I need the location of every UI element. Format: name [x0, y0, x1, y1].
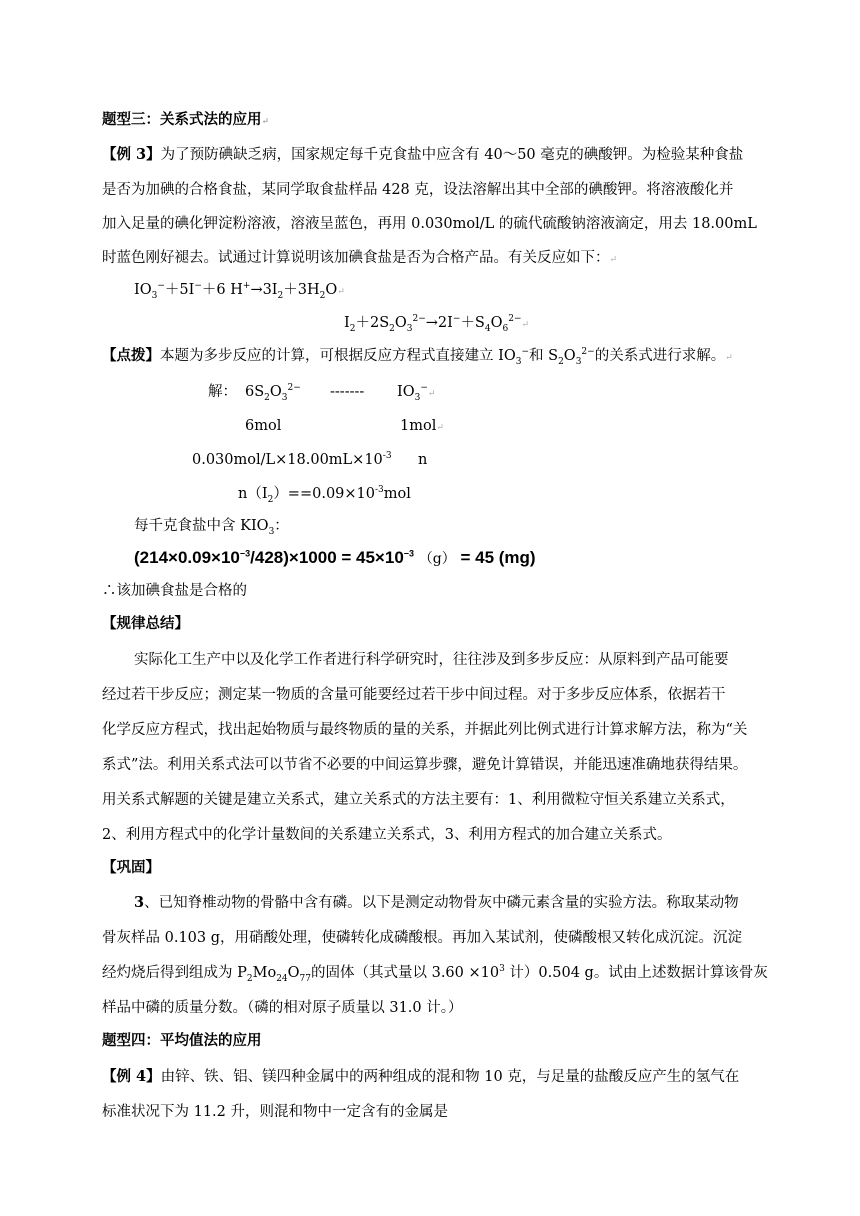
solution-label: 解： [208, 384, 237, 400]
summary-line: 实际化工生产中以及化学工作者进行科学研究时，往往涉及到多步反应：从原料到产品可能要 [134, 652, 729, 668]
section-title-3: 题型三：关系式法的应用↵ [102, 111, 270, 128]
summary-line: 用关系式解题的关键是建立关系式，建立关系式的方法主要有：1、利用微粒守恒关系建立关系式， [102, 792, 735, 808]
solution-multiply: $0.030mol/L\times 18.00mL\times 10^{-3}$ [192, 451, 392, 468]
consolidate-line-3: 经灼烧后得到组成为 $P_2Mo_{24}O_{77}$的固体（其式量以 $3.60 \times 10^3$ 计）0.504 g。试由上述数据计算该骨灰 [102, 964, 768, 984]
summary-line: 化学反应方程式，找出起始物质与最终物质的量的关系，并据此列比例式进行计算求解方法，称为“关 [102, 722, 748, 738]
per-kg-text: 每千克食盐中含 $KIO_3$： [134, 518, 289, 537]
solution-1mol: 1mol↵ [400, 418, 444, 434]
solution-result: $n(I_2)==0.09\times 10^{-3}mol$ [238, 485, 411, 505]
example-3-line-1: 【例 3】为了预防碘缺乏病，国家规定每千克食盐中应含有 40～50 毫克的碘酸钾。为检验某种食盐 [102, 146, 744, 163]
equation-2: $I_2+2S_2O_3^{2-}\to 2I^-+S_4O_6^{2-}↵$ [344, 314, 530, 334]
section-title-4: 题型四：平均值法的应用 [102, 1032, 262, 1049]
example-3-line-2: 是否为加碘的合格食盐，某同学取食盐样品 428 克，设法溶解出其中全部的碘酸钾。将溶液酸化并 [102, 182, 734, 198]
summary-line: 2、利用方程式中的化学计量数间的关系建立关系式，3、利用方程式的加合建立关系式。 [102, 827, 672, 843]
consolidate-line-2: 骨灰样品 0.103 g，用硝酸处理，使磷转化成磷酸根。再加入某试剂，使磷酸根又转化成沉淀。沉淀 [102, 930, 743, 946]
solution-6mol: 6mol [245, 418, 282, 434]
equation-1: $IO_3^-+5I^-+6$ $H^+\to 3I_2+3H_2O↵$ [134, 281, 345, 301]
example-4-line-2: 标准状况下为 11.2 升，则混和物中一定含有的金属是 [102, 1104, 449, 1120]
solution-n: n [418, 452, 428, 468]
consolidate-line-4: 样品中磷的质量分数。（磷的相对原子质量以 31.0 计。） [102, 1000, 463, 1016]
solution-s2o3: $6S_2O_3^{2-}$ [245, 383, 301, 403]
summary-line: 系式”法。利用关系式法可以节省不必要的中间运算步骤，避免计算错误，并能迅速准确地获得结果。 [102, 757, 748, 773]
consolidate-line-1: 3、已知脊椎动物的骨骼中含有磷。以下是测定动物骨灰中磷元素含量的实验方法。称取某动物 [134, 894, 739, 911]
example-3-line-3: 加入足量的碘化钾淀粉溶液，溶液呈蓝色，再用 0.030mol/L 的硫代硫酸钠溶液滴定，用去 18.00mL [102, 216, 757, 232]
summary-line: 经过若干步反应；测定某一物质的含量可能要经过若干步中间过程。对于多步反应体系，依据若干 [102, 687, 726, 703]
solution-io3: $IO_3^-↵$ [397, 383, 436, 403]
conclusion: ∴该加碘食盐是合格的 [102, 583, 247, 599]
solution-dash: ------- [330, 384, 365, 400]
example-3-line-4: 时蓝色刚好褪去。试通过计算说明该加碘食盐是否为合格产品。有关反应如下：↵ [102, 250, 618, 266]
consolidate-label: 【巩固】 [102, 859, 160, 876]
tip-line: 【点拨】本题为多步反应的计算，可根据反应方程式直接建立 $IO_3^-$和 $S_2O_3^{2-}$的关系式进行求解。↵ [102, 347, 733, 367]
example-4-line-1: 【例 4】由锌、铁、铝、镁四种金属中的两种组成的混和物 10 克，与足量的盐酸反应产生的氢气在 [102, 1068, 740, 1085]
calculation-formula: $(214\times 0.09\times 10^{-3}/428)\times 1000 = 45\times 10^{-3}$ （g） = 45 (mg) [134, 548, 536, 567]
summary-label: 【规律总结】 [102, 615, 189, 632]
